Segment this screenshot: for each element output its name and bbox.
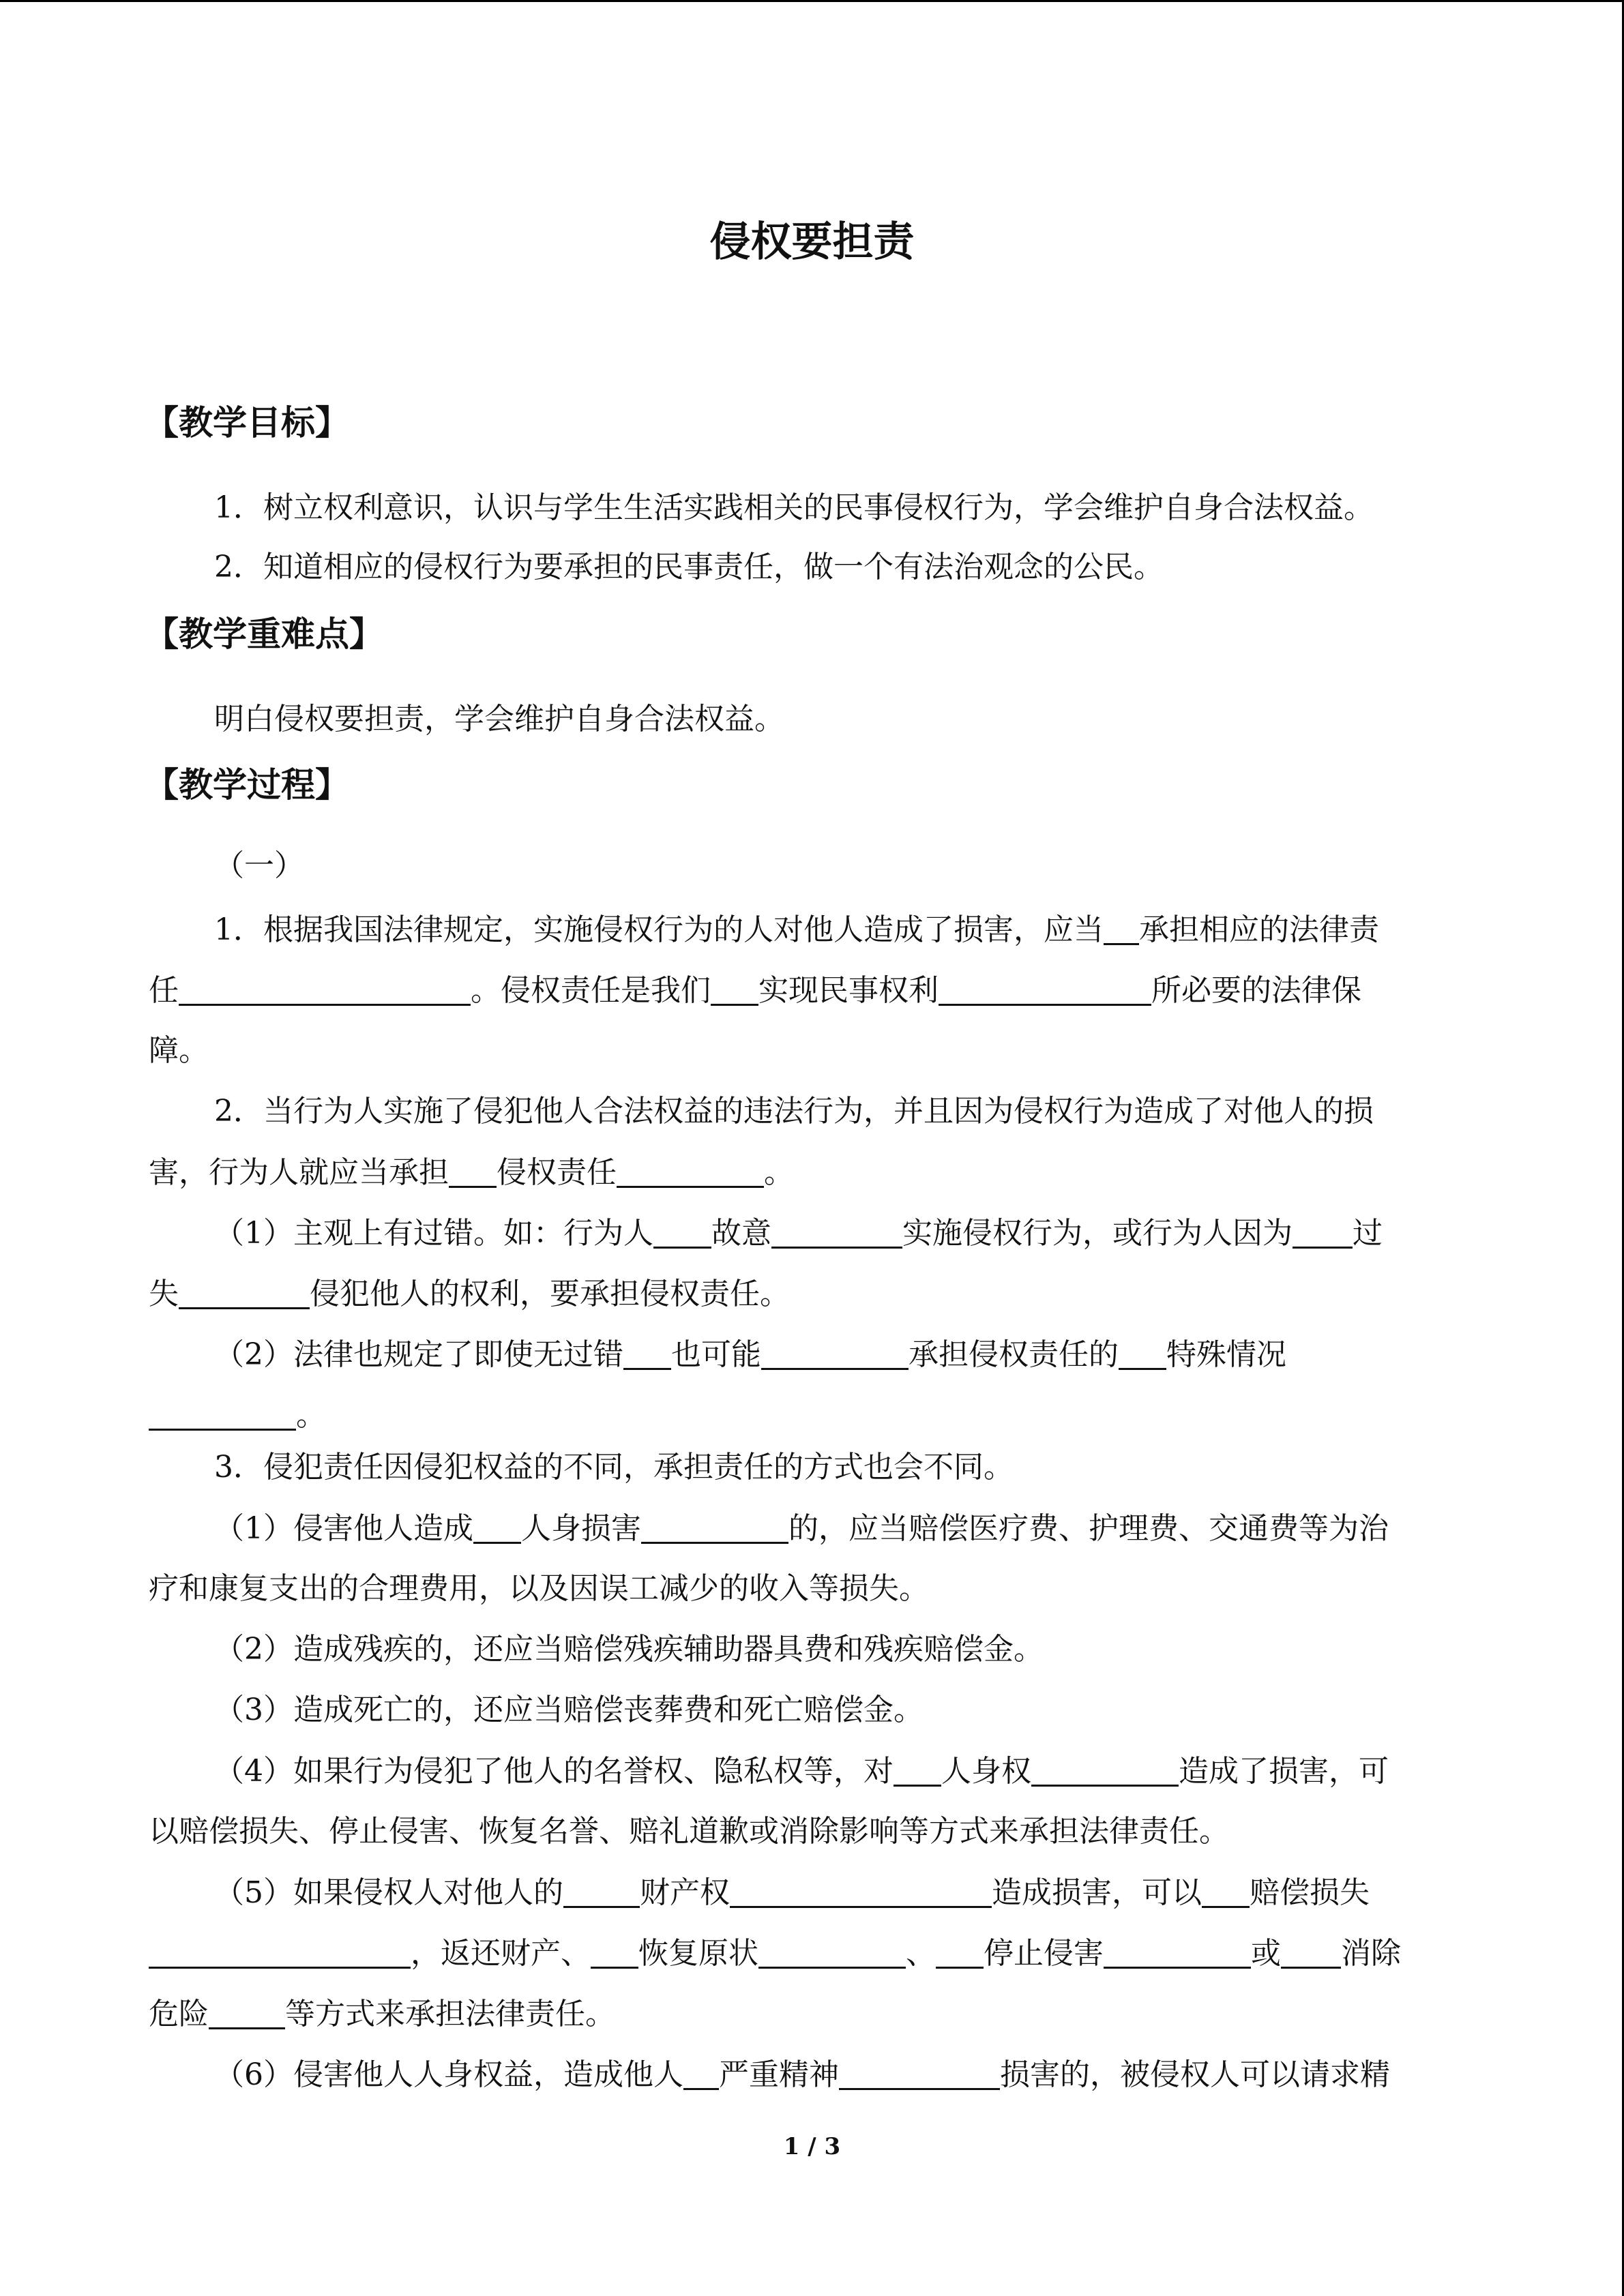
blank [1119,1334,1166,1370]
q2-1-text-c: 实施侵权行为，或行为人因为 [902,1216,1293,1251]
page-title: 侵权要担责 [709,218,915,266]
q3-6-line-1 [149,2054,1475,2096]
q3-4-line-2: 以赔偿损失、停止侵害、恢复名誉、赔礼道歉或消除影响等方式来承担法律责任。 [149,1814,1229,1849]
blank [149,1933,411,1969]
q3-4-answer-b: 人身权 [941,1754,1031,1789]
q2-2-text-c: 承担侵权责任的 [909,1337,1119,1372]
q3-5-line-1 [149,1872,1475,1913]
q3-5-line-3 [149,1993,1475,2035]
q3-5-text-i: 或 [1251,1936,1281,1971]
blank [894,1750,941,1787]
q1-line-3: 障。 [149,1033,209,1068]
blank [179,970,471,1006]
q2-text-b: 害，行为人就应当承担 [149,1155,449,1190]
q3-5-text-e: ，返还财产、 [411,1936,591,1971]
blank [591,1933,638,1969]
blank [771,1212,902,1249]
blank [1104,1933,1251,1969]
blank [761,1334,909,1370]
blank [1031,1750,1179,1787]
blank [939,970,1151,1006]
q3-5-text-g: 、 [906,1936,936,1971]
q2-1-text-f: 侵犯他人的权利，要承担侵权责任。 [310,1277,790,1311]
q3-6-answer-b: 严重精神 [719,2057,839,2092]
q2-line-1: 2．当行为人实施了侵犯他人合法权益的违法行为，并且因为侵权行为造成了对他人的损 [214,1094,1374,1129]
heading-keypoints: 【教学重难点】 [145,614,383,654]
q2-1-answer-d: 过 [1353,1216,1383,1251]
q1-text-d: 。侵权责任是我们 [471,973,711,1008]
objective-item-1: 1．树立权利意识，认识与学生生活实践相关的民事侵权行为，学会维护自身合法权益。 [214,490,1374,525]
blank [1293,1212,1353,1249]
q3-5-text-l: 等方式来承担法律责任。 [285,1997,615,2031]
q1-answer-e: 实现民事权利 [758,973,939,1008]
q3-5-answer-j: 消除 [1341,1936,1401,1971]
q3-6-text-c: 损害的，被侵权人可以请求精 [1000,2057,1390,2092]
q2-text-d: 。 [764,1155,794,1190]
q1-text-f: 所必要的法律保 [1151,973,1361,1008]
q3-1-answer-b: 人身损害 [521,1511,641,1546]
blank [623,1334,671,1370]
heading-objectives: 【教学目标】 [145,402,349,443]
q2-2-answer-d: 特殊情况 [1166,1337,1286,1372]
q3-5-answer-k: 危险 [149,1997,209,2031]
q2-1-text-a: （1）主观上有过错。如：行为人 [214,1216,653,1251]
q2-1-answer-b: 故意 [711,1216,771,1251]
objective-item-2: 2．知道相应的侵权行为要承担的民事责任，做一个有法治观念的公民。 [214,550,1164,584]
page-number: 1 / 3 [783,2133,841,2160]
blank [617,1152,764,1188]
blank [711,970,758,1006]
q3-4-text-a: （4）如果行为侵犯了他人的名誉权、隐私权等，对 [214,1754,894,1789]
q3-5-line-2 [149,1933,1475,1974]
q3-1-text-a: （1）侵害他人造成 [214,1511,473,1546]
blank [758,1933,906,1969]
heading-process: 【教学过程】 [145,764,349,805]
q3-5-text-a: （5）如果侵权人对他人的 [214,1875,563,1910]
blank [179,1273,310,1309]
blank [563,1872,640,1908]
q1-text-a: 1．根据我国法律规定，实施侵权行为的人对他人造成了损害，应当 [214,912,1104,947]
q1-text-c: 任 [149,973,179,1008]
blank [473,1508,521,1544]
blank [1281,1933,1341,1969]
q3-5-answer-f: 恢复原状 [638,1936,758,1971]
q3-5-answer-d: 赔偿损失 [1250,1875,1370,1910]
q3-line-1: 3．侵犯责任因侵犯权益的不同，承担责任的方式也会不同。 [214,1450,1014,1485]
q2-2-line-1 [149,1334,1475,1375]
q3-3-line: （3）造成死亡的，还应当赔偿丧葬费和死亡赔偿金。 [214,1693,924,1727]
q2-1-line-2 [149,1273,1475,1315]
blank [936,1933,984,1969]
q2-line-2 [149,1152,1475,1193]
q2-2-text-e: 。 [296,1398,326,1433]
keypoints-text: 明白侵权要担责，学会维护自身合法权益。 [214,702,784,736]
blank [209,1993,285,2029]
blank [730,1872,992,1908]
q2-2-text-a: （2）法律也规定了即使无过错 [214,1337,623,1372]
q3-5-answer-h: 停止侵害 [984,1936,1104,1971]
q2-1-line-1 [149,1212,1475,1254]
q3-2-line: （2）造成残疾的，还应当赔偿残疾辅助器具费和残疾赔偿金。 [214,1632,1044,1667]
blank [653,1212,711,1249]
blank [149,1395,296,1431]
blank [839,2054,1000,2090]
blank [1202,1872,1250,1908]
blank [683,2054,719,2090]
q2-answer-c: 侵权责任 [497,1155,617,1190]
blank [1104,909,1139,945]
part-label: （一） [214,848,304,883]
q3-1-text-c: 的，应当赔偿医疗费、护理费、交通费等为治 [788,1511,1389,1546]
q3-4-line-1 [149,1750,1475,1792]
q3-4-text-c: 造成了损害，可 [1179,1754,1389,1789]
q1-line-1 [149,909,1475,951]
blank [449,1152,497,1188]
top-border [0,0,1624,2]
q2-2-answer-b: 也可能 [671,1337,761,1372]
q3-5-answer-b: 财产权 [640,1875,730,1910]
q3-6-text-a: （6）侵害他人人身权益，造成他人 [214,2057,683,2092]
q3-1-line-1 [149,1508,1475,1549]
blank [641,1508,788,1544]
q2-1-answer-e: 失 [149,1277,179,1311]
q2-2-line-2 [149,1395,1475,1436]
q1-answer-b: 承担相应的法律责 [1139,912,1379,947]
q3-5-text-c: 造成损害，可以 [992,1875,1202,1910]
q1-line-2 [149,970,1475,1011]
q3-1-line-2: 疗和康复支出的合理费用，以及因误工减少的收入等损失。 [149,1571,929,1606]
